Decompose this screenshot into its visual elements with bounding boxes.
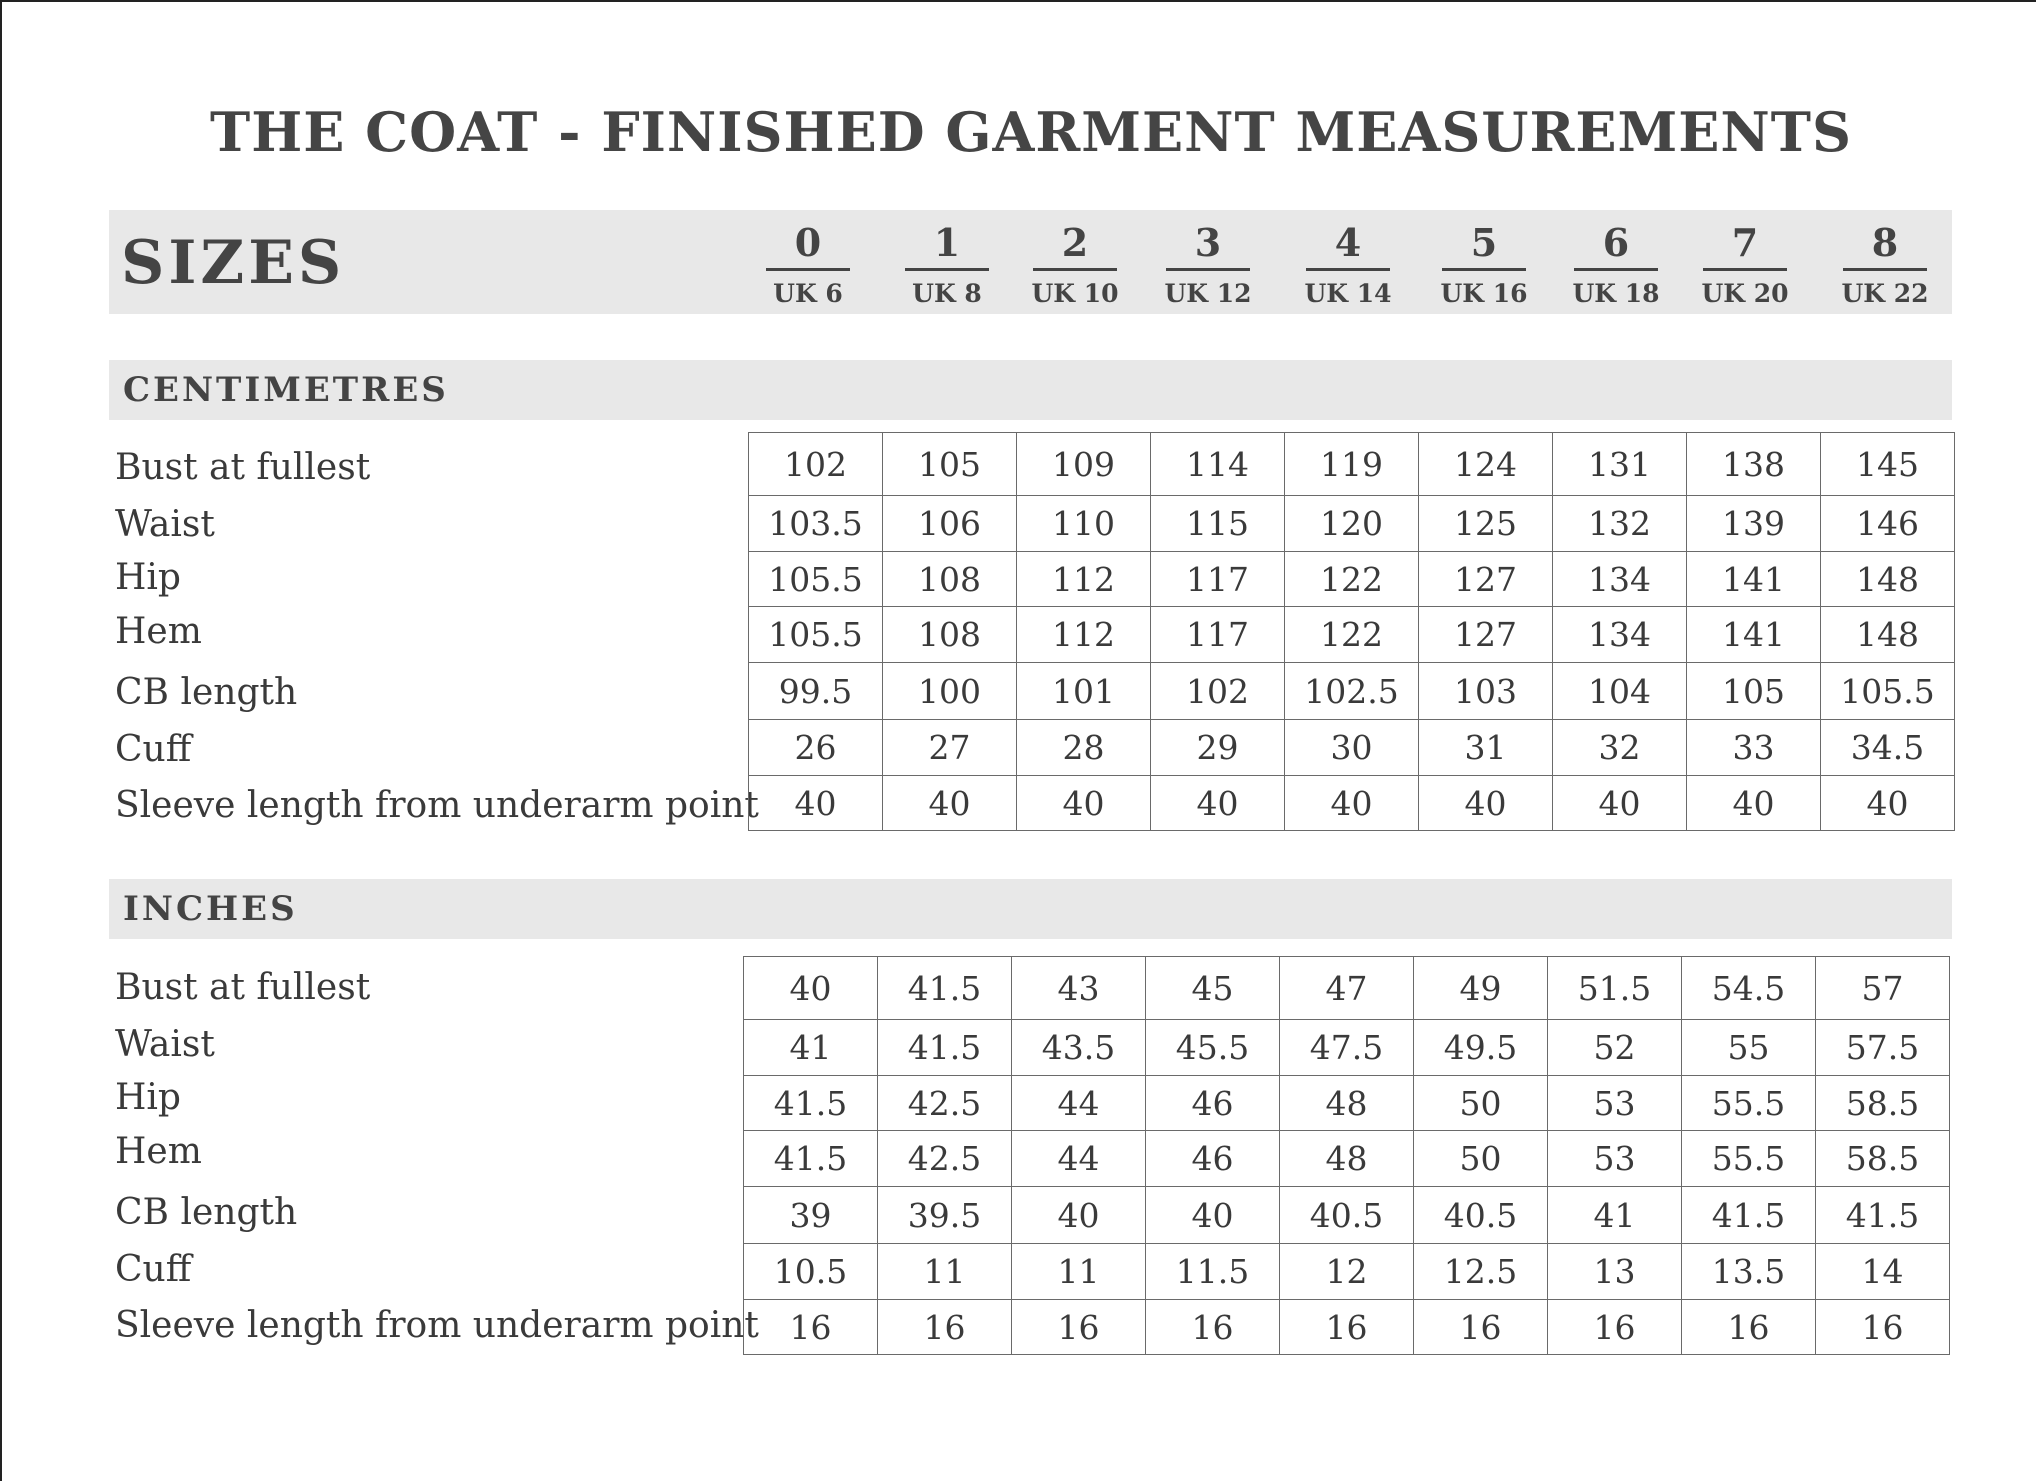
measurement-cell: 57 <box>1816 957 1950 1020</box>
measurement-cell: 112 <box>1017 607 1151 663</box>
size-uk-label: UK 10 <box>1031 279 1119 308</box>
measurement-cell: 43 <box>1012 957 1146 1020</box>
measurement-cell: 26 <box>749 720 883 776</box>
measurement-cell: 134 <box>1553 552 1687 607</box>
measurement-cell: 145 <box>1821 433 1955 496</box>
measurement-cell: 108 <box>883 552 1017 607</box>
measurement-cell: 117 <box>1151 607 1285 663</box>
row-label: Cuff <box>115 1249 192 1290</box>
measurement-cell: 42.5 <box>878 1131 1012 1187</box>
table-row <box>744 1244 1950 1300</box>
measurement-cell: 127 <box>1419 552 1553 607</box>
measurement-cell: 105.5 <box>1821 663 1955 720</box>
measurement-cell: 108 <box>883 607 1017 663</box>
table-row <box>749 552 1955 607</box>
measurement-cell: 12.5 <box>1414 1244 1548 1300</box>
measurement-cell: 49.5 <box>1414 1020 1548 1076</box>
measurement-cell: 105.5 <box>749 607 883 663</box>
inches-table <box>743 956 1950 1355</box>
measurement-cell: 10.5 <box>744 1244 878 1300</box>
size-number: 0 <box>766 220 850 271</box>
table-row <box>744 957 1950 1020</box>
row-label: Cuff <box>115 729 192 770</box>
measurement-cell: 47.5 <box>1280 1020 1414 1076</box>
measurement-cell: 40 <box>1012 1187 1146 1244</box>
measurement-cell: 103 <box>1419 663 1553 720</box>
row-label: Bust at fullest <box>115 447 371 488</box>
measurement-cell: 105.5 <box>749 552 883 607</box>
measurement-cell: 102.5 <box>1285 663 1419 720</box>
measurement-cell: 122 <box>1285 552 1419 607</box>
measurement-cell: 54.5 <box>1682 957 1816 1020</box>
size-column <box>1298 220 1398 308</box>
measurement-cell: 57.5 <box>1816 1020 1950 1076</box>
measurement-cell: 53 <box>1548 1076 1682 1131</box>
measurement-cell: 13.5 <box>1682 1244 1816 1300</box>
measurement-cell: 109 <box>1017 433 1151 496</box>
size-number: 2 <box>1033 220 1117 271</box>
measurement-cell: 55.5 <box>1682 1131 1816 1187</box>
measurement-cell: 148 <box>1821 607 1955 663</box>
measurement-cell: 40 <box>1821 776 1955 831</box>
measurement-cell: 125 <box>1419 496 1553 552</box>
measurement-cell: 105 <box>883 433 1017 496</box>
centimetres-table <box>748 432 1955 831</box>
measurement-cell: 42.5 <box>878 1076 1012 1131</box>
page-title: THE COAT - FINISHED GARMENT MEASUREMENTS <box>210 100 1852 164</box>
measurement-cell: 41.5 <box>1816 1187 1950 1244</box>
measurement-cell: 40 <box>1285 776 1419 831</box>
measurement-cell: 47 <box>1280 957 1414 1020</box>
measurement-cell: 127 <box>1419 607 1553 663</box>
measurement-cell: 119 <box>1285 433 1419 496</box>
size-number: 7 <box>1703 220 1787 271</box>
row-label: Sleeve length from underarm point <box>115 1305 759 1346</box>
inches-label: INCHES <box>123 889 298 929</box>
measurement-cell: 28 <box>1017 720 1151 776</box>
size-column <box>1695 220 1795 308</box>
measurement-cell: 50 <box>1414 1131 1548 1187</box>
table-row <box>749 496 1955 552</box>
measurement-cell: 12 <box>1280 1244 1414 1300</box>
measurement-cell: 34.5 <box>1821 720 1955 776</box>
measurement-cell: 100 <box>883 663 1017 720</box>
measurement-cell: 44 <box>1012 1131 1146 1187</box>
measurement-cell: 14 <box>1816 1244 1950 1300</box>
measurement-cell: 32 <box>1553 720 1687 776</box>
measurement-cell: 46 <box>1146 1076 1280 1131</box>
measurement-cell: 40 <box>1553 776 1687 831</box>
row-label: Waist <box>115 1024 215 1065</box>
measurement-cell: 43.5 <box>1012 1020 1146 1076</box>
size-number: 4 <box>1306 220 1390 271</box>
measurement-cell: 16 <box>744 1300 878 1355</box>
measurement-cell: 16 <box>1816 1300 1950 1355</box>
size-column <box>1434 220 1534 308</box>
size-uk-label: UK 20 <box>1701 279 1789 308</box>
measurement-cell: 41 <box>744 1020 878 1076</box>
measurement-cell: 131 <box>1553 433 1687 496</box>
table-row <box>744 1131 1950 1187</box>
measurement-cell: 102 <box>749 433 883 496</box>
table-row <box>749 663 1955 720</box>
measurement-cell: 115 <box>1151 496 1285 552</box>
size-column <box>1835 220 1935 308</box>
size-uk-label: UK 16 <box>1440 279 1528 308</box>
measurement-cell: 45 <box>1146 957 1280 1020</box>
measurement-cell: 46 <box>1146 1131 1280 1187</box>
measurement-cell: 40 <box>883 776 1017 831</box>
measurement-cell: 138 <box>1687 433 1821 496</box>
row-label: CB length <box>115 1192 298 1233</box>
measurement-cell: 30 <box>1285 720 1419 776</box>
measurement-cell: 41 <box>1548 1187 1682 1244</box>
centimetres-label: CENTIMETRES <box>123 370 449 410</box>
measurement-cell: 16 <box>1012 1300 1146 1355</box>
measurement-cell: 16 <box>1414 1300 1548 1355</box>
measurement-cell: 40.5 <box>1280 1187 1414 1244</box>
measurement-cell: 103.5 <box>749 496 883 552</box>
size-uk-label: UK 14 <box>1304 279 1392 308</box>
measurement-cell: 29 <box>1151 720 1285 776</box>
measurement-cell: 48 <box>1280 1076 1414 1131</box>
measurement-cell: 11 <box>878 1244 1012 1300</box>
measurement-cell: 122 <box>1285 607 1419 663</box>
size-column <box>897 220 997 308</box>
measurement-cell: 40 <box>1146 1187 1280 1244</box>
row-label: CB length <box>115 672 298 713</box>
size-column <box>1158 220 1258 308</box>
size-number: 6 <box>1574 220 1658 271</box>
measurement-cell: 40.5 <box>1414 1187 1548 1244</box>
row-label: Bust at fullest <box>115 967 371 1008</box>
measurement-cell: 55.5 <box>1682 1076 1816 1131</box>
table-row <box>749 433 1955 496</box>
measurement-cell: 112 <box>1017 552 1151 607</box>
measurement-cell: 101 <box>1017 663 1151 720</box>
measurement-cell: 16 <box>1280 1300 1414 1355</box>
measurement-cell: 102 <box>1151 663 1285 720</box>
measurement-cell: 51.5 <box>1548 957 1682 1020</box>
measurement-cell: 53 <box>1548 1131 1682 1187</box>
measurement-cell: 11 <box>1012 1244 1146 1300</box>
measurement-cell: 33 <box>1687 720 1821 776</box>
measurement-cell: 106 <box>883 496 1017 552</box>
sizes-header <box>109 210 1952 314</box>
measurement-cell: 139 <box>1687 496 1821 552</box>
table-row <box>744 1076 1950 1131</box>
size-number: 3 <box>1166 220 1250 271</box>
measurement-cell: 58.5 <box>1816 1131 1950 1187</box>
measurement-cell: 117 <box>1151 552 1285 607</box>
measurement-cell: 110 <box>1017 496 1151 552</box>
size-number: 8 <box>1843 220 1927 271</box>
row-label: Hip <box>115 557 181 598</box>
measurement-cell: 49 <box>1414 957 1548 1020</box>
measurement-cell: 39.5 <box>878 1187 1012 1244</box>
measurement-cell: 16 <box>1146 1300 1280 1355</box>
measurement-cell: 146 <box>1821 496 1955 552</box>
size-uk-label: UK 12 <box>1164 279 1252 308</box>
measurement-cell: 120 <box>1285 496 1419 552</box>
measurement-cell: 41.5 <box>744 1076 878 1131</box>
table-row <box>744 1187 1950 1244</box>
size-column <box>758 220 858 308</box>
measurement-cell: 148 <box>1821 552 1955 607</box>
size-uk-label: UK 6 <box>773 279 843 308</box>
size-column <box>1566 220 1666 308</box>
measurement-cell: 16 <box>1682 1300 1816 1355</box>
measurement-cell: 16 <box>878 1300 1012 1355</box>
inches-header <box>109 879 1952 939</box>
measurement-cell: 45.5 <box>1146 1020 1280 1076</box>
measurement-cell: 40 <box>1017 776 1151 831</box>
table-row <box>744 1300 1950 1355</box>
measurement-cell: 114 <box>1151 433 1285 496</box>
measurement-cell: 99.5 <box>749 663 883 720</box>
size-number: 1 <box>905 220 989 271</box>
measurement-cell: 16 <box>1548 1300 1682 1355</box>
measurement-cell: 39 <box>744 1187 878 1244</box>
measurement-cell: 40 <box>1419 776 1553 831</box>
size-number: 5 <box>1442 220 1526 271</box>
measurement-cell: 41.5 <box>878 957 1012 1020</box>
size-uk-label: UK 8 <box>912 279 982 308</box>
measurement-cell: 44 <box>1012 1076 1146 1131</box>
row-label: Hem <box>115 1131 202 1172</box>
measurement-cell: 141 <box>1687 607 1821 663</box>
table-row <box>749 607 1955 663</box>
measurement-cell: 50 <box>1414 1076 1548 1131</box>
size-column <box>1025 220 1125 308</box>
measurement-cell: 40 <box>1151 776 1285 831</box>
measurement-cell: 41.5 <box>878 1020 1012 1076</box>
measurement-cell: 132 <box>1553 496 1687 552</box>
measurement-cell: 48 <box>1280 1131 1414 1187</box>
table-row <box>744 1020 1950 1076</box>
measurement-cell: 105 <box>1687 663 1821 720</box>
table-row <box>749 720 1955 776</box>
measurement-cell: 134 <box>1553 607 1687 663</box>
measurement-cell: 52 <box>1548 1020 1682 1076</box>
measurement-cell: 41.5 <box>744 1131 878 1187</box>
measurement-cell: 124 <box>1419 433 1553 496</box>
measurement-cell: 40 <box>1687 776 1821 831</box>
measurement-cell: 11.5 <box>1146 1244 1280 1300</box>
measurement-cell: 55 <box>1682 1020 1816 1076</box>
measurement-cell: 40 <box>749 776 883 831</box>
measurement-cell: 141 <box>1687 552 1821 607</box>
measurement-cell: 104 <box>1553 663 1687 720</box>
measurement-cell: 13 <box>1548 1244 1682 1300</box>
sizes-label: SIZES <box>121 228 346 298</box>
centimetres-header <box>109 360 1952 420</box>
size-uk-label: UK 22 <box>1841 279 1929 308</box>
measurement-cell: 27 <box>883 720 1017 776</box>
measurement-cell: 41.5 <box>1682 1187 1816 1244</box>
row-label: Hip <box>115 1077 181 1118</box>
row-label: Waist <box>115 504 215 545</box>
measurement-cell: 58.5 <box>1816 1076 1950 1131</box>
row-label: Hem <box>115 611 202 652</box>
measurement-cell: 40 <box>744 957 878 1020</box>
table-row <box>749 776 1955 831</box>
size-uk-label: UK 18 <box>1572 279 1660 308</box>
measurement-cell: 31 <box>1419 720 1553 776</box>
row-label: Sleeve length from underarm point <box>115 785 759 826</box>
